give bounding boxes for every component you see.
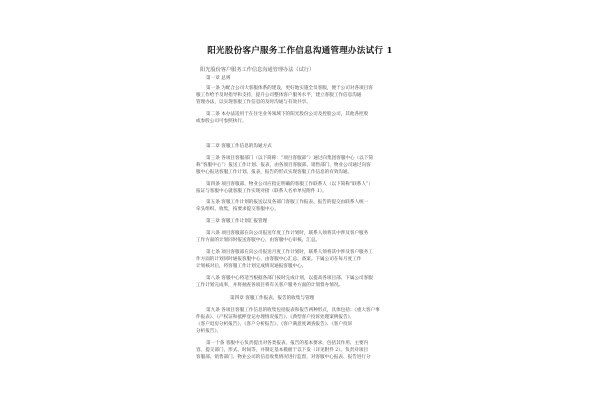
chapter3-heading: 第三章 客服工作计划汇报管理 xyxy=(206,219,268,224)
paragraph-line: 第四条 项目客服部、物业公司应指定明确的客服工作联系人（以下简称“联系人”） xyxy=(206,182,373,187)
paragraph-line: 称“客服中心”）报送工作计划、报表，由各项目客服部、销售部门、物业公司通过向客 xyxy=(196,163,371,168)
paragraph-line: 《客户退房分析报告》、《客户分析报告》、《客户满意度调查报告》、《客户投诉 xyxy=(196,322,353,327)
chapter1-heading: 第一章 总则 xyxy=(206,76,231,81)
chapter4-heading: 第四章 客服工作报表、报告的收集与管理 xyxy=(230,296,315,301)
paragraph-line: 第六条 项目客服部在向公司报送年度工作计划时，联系人须将其中涉及客户服务 xyxy=(206,231,369,236)
paragraph-line: 客服部、销售部门、物业公司的信息收集情况进行监督，对客服中心报表、报告进行分 xyxy=(196,355,371,360)
paragraph-line: 报证与客服中心就客服工作实现对接（联系人名单单见附件 1）。 xyxy=(196,189,327,194)
document-title: 阳光股份客户服务工作信息沟通管理办法试行 1 xyxy=(207,46,393,56)
paragraph-line: 件报表》、《产权证和抵押登记办理情况报告》、《典型客户投诉处理案例报告》、 xyxy=(196,315,355,320)
paragraph-line: 牵头组织、收集，按要求提交客服中心。 xyxy=(196,207,279,212)
paragraph-line: 容、提交部门、形式、时间等，并制定基本模板于以下发（详见附件 2）。负责对项目 xyxy=(196,348,369,353)
paragraph-line: 第七条 项目客服部在向公司报送月度工作计划时，联系人须将其中涉及客户服务工 xyxy=(206,250,373,255)
paragraph-line: 第一十条 客服中心负责提出对各类报表、报告的基本要求，包括其作用、主要内 xyxy=(206,341,369,346)
paragraph-line: 管理办法，以实现客服工作信息的及时沟通与有效共享。 xyxy=(196,100,311,105)
paragraph-line: 工作方面的计划同时报送客服中心，由客服中心审核、汇总。 xyxy=(196,238,321,243)
paragraph-line: 第五条 客服工作计划的报送以及各部门客服工作报表、报告的提交由联系人统一 xyxy=(206,200,369,205)
paragraph-line: 计划核对后，将客服工作计划完成情况通报客服中心。 xyxy=(196,264,307,269)
paragraph-line: 第三条 各项目客服部门（以下简称：“项目客服部”）通过向集团客服中心（以下简 xyxy=(206,156,373,161)
paragraph-line: 服中心报送客服工作计划、报表，报告的形式实现客服工作信息的有效沟通。 xyxy=(196,170,353,175)
paragraph-line: 第九条 各项目客服工作信息的收集包括报表和报告两种形式，具体包括：《重大客户事 xyxy=(206,308,380,313)
chapter2-heading: 第二章 客服工作信息的沟通方式 xyxy=(206,144,272,149)
paragraph-line: 服工作给予及时指导和支持，提升公司整体客户服务水平，建立客服工作信息沟通 xyxy=(196,93,362,98)
document-subtitle: 阳光股份客户服务工作信息沟通管理办法（试行） xyxy=(200,67,315,73)
paragraph-line: 工作计划完成率，并将抽查各项目将有关客户服务方面的计划督办情况。 xyxy=(196,283,344,288)
paragraph-line: 或参股公司可参照执行。 xyxy=(196,119,247,124)
paragraph-line: 第二条 本办法适用于在住宅业务领域下的阳光股份公司及控股公司，其他各控股 xyxy=(206,112,369,117)
paragraph-line: 第一条 为配合公司大客服体系的建设，更好地实施全员客服，便于公司对各项目客 xyxy=(206,86,373,91)
paragraph-line: 第八条 客服中心将适当根据各部门按时完成计划，以提高各项目部、下属公司客服 xyxy=(206,276,373,281)
paragraph-line: 分析报告》。 xyxy=(196,329,222,334)
paragraph-line: 作方面的计划同时通报客服中心，由客服中心汇总、备案。下属公司在每月度工作 xyxy=(196,257,362,262)
